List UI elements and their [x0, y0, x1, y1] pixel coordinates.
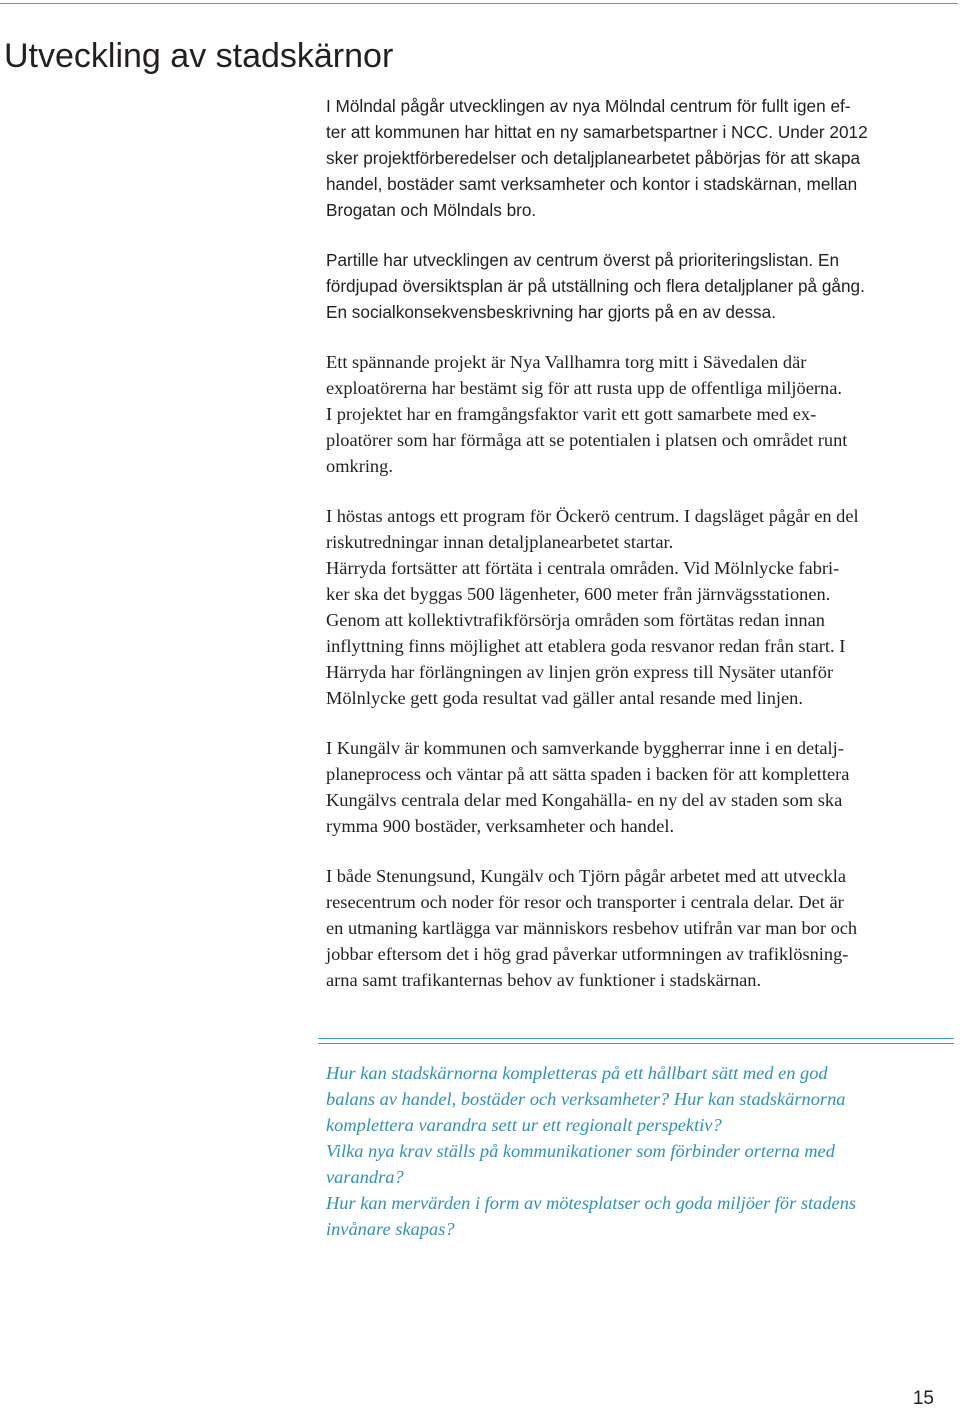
text-line: Genom att kollektivtrafikförsörja områden som förtätas redan innan: [326, 610, 825, 630]
text-line: ploatörer som har förmåga att se potentialen i platsen och området runt: [326, 430, 848, 450]
question-line: Vilka nya krav ställs på kommunikationer som förbinder orterna med: [326, 1141, 835, 1161]
page-title: Utveckling av stadskärnor: [4, 37, 394, 75]
text-line: inflyttning finns möjlighet att etablera goda resvanor redan från start. I: [326, 636, 846, 656]
paragraph-gap: [326, 223, 954, 247]
text-line: fördjupad översiktsplan är på utställning och flera detaljplaner på gång.: [326, 276, 865, 296]
header-rule: [0, 3, 958, 4]
text-line: Brogatan och Mölndals bro.: [326, 200, 537, 220]
text-line: resecentrum och noder för resor och transporter i centrala delar. Det är: [326, 892, 844, 912]
text-line: ter att kommunen har hittat en ny samarbetspartner i NCC. Under 2012: [326, 122, 868, 142]
paragraph-gap: [326, 839, 954, 863]
text-line: sker projektförberedelser och detaljplanearbetet påbörjas för att skapa: [326, 148, 861, 168]
text-line: exploatörerna har bestämt sig för att rusta upp de offentliga miljöerna.: [326, 378, 842, 398]
text-line: rymma 900 bostäder, verksamheter och handel.: [326, 816, 675, 836]
paragraph-gap: [326, 325, 954, 349]
question-line: komplettera varandra sett ur ett regionalt perspektiv?: [326, 1115, 722, 1135]
text-line: riskutredningar innan detaljplanearbetet startar.: [326, 532, 674, 552]
text-line: I projektet har en framgångsfaktor varit ett gott samarbete med ex-: [326, 404, 817, 424]
text-line: handel, bostäder samt verksamheter och kontor i stadskärnan, mellan: [326, 174, 858, 194]
paragraph-molndal: [326, 93, 954, 223]
text-line: Kungälvs centrala delar med Kongahälla- en ny del av staden som ska: [326, 790, 843, 810]
paragraph-gap: [326, 479, 954, 503]
paragraph-vallhamra: [326, 349, 954, 479]
question-line: Hur kan mervärden i form av mötesplatser och goda miljöer för stadens: [326, 1193, 857, 1213]
paragraph-gap: [326, 711, 954, 735]
text-line: I höstas antogs ett program för Öckerö centrum. I dagsläget pågår en del: [326, 506, 859, 526]
question-line: Hur kan stadskärnorna kompletteras på ett hållbart sätt med en god: [326, 1063, 828, 1083]
text-line: I Mölndal pågår utvecklingen av nya Mölndal centrum för fullt igen ef-: [326, 96, 851, 116]
body-text: [326, 93, 954, 993]
paragraph-partille: [326, 247, 954, 325]
discussion-questions: [326, 1060, 954, 1242]
text-line: jobbar eftersom det i hög grad påverkar utformningen av trafiklösning-: [326, 944, 849, 964]
text-line: Mölnlycke gett goda resultat vad gäller antal resande med linjen.: [326, 688, 803, 708]
text-line: Härryda fortsätter att förtäta i centrala områden. Vid Mölnlycke fabri-: [326, 558, 840, 578]
text-line: en utmaning kartlägga var människors resbehov utifrån var man bor och: [326, 918, 858, 938]
question-line: balans av handel, bostäder och verksamheter? Hur kan stadskärnorna: [326, 1089, 846, 1109]
text-line: I Kungälv är kommunen och samverkande byggherrar inne i en detalj-: [326, 738, 844, 758]
text-line: Ett spännande projekt är Nya Vallhamra torg mitt i Sävedalen där: [326, 352, 807, 372]
text-line: En socialkonsekvensbeskrivning har gjorts på en av dessa.: [326, 302, 776, 322]
text-line: Härryda har förlängningen av linjen grön express till Nysäter utanför: [326, 662, 834, 682]
text-line: omkring.: [326, 456, 393, 476]
text-line: planeprocess och väntar på att sätta spaden i backen för att komplettera: [326, 764, 850, 784]
paragraph-stenungsund: [326, 863, 954, 993]
question-line: varandra?: [326, 1167, 404, 1187]
text-line: I både Stenungsund, Kungälv och Tjörn pågår arbetet med att utveckla: [326, 866, 847, 886]
page-number: 15: [912, 1388, 934, 1409]
question-line: invånare skapas?: [326, 1219, 455, 1239]
paragraph-kungalv: [326, 735, 954, 839]
text-line: Partille har utvecklingen av centrum överst på prioriteringslistan. En: [326, 250, 839, 270]
questions-divider: [318, 1038, 954, 1044]
text-line: ker ska det byggas 500 lägenheter, 600 meter från järnvägsstationen.: [326, 584, 831, 604]
text-line: arna samt trafikanternas behov av funktioner i stadskärnan.: [326, 970, 762, 990]
paragraph-ockero-harryda: [326, 503, 954, 711]
